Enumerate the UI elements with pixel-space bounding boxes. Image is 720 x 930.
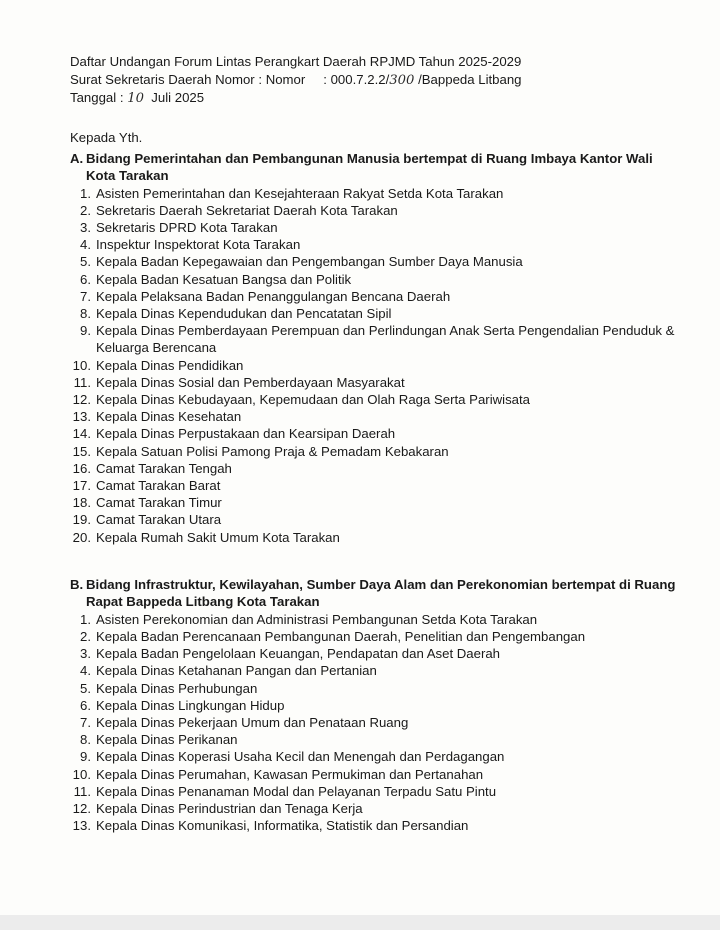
list-item-text: Sekretaris DPRD Kota Tarakan [96, 219, 278, 235]
list-item-text: Kepala Badan Perencanaan Pembangunan Daerah, Penelitian dan Pengembangan [96, 628, 586, 644]
list-item-number: 1. [80, 611, 91, 627]
list-item-number: 3. [80, 646, 91, 662]
list-item-text: Camat Tarakan Timur [96, 495, 222, 511]
section-a-title: Bidang Pemerintahan dan Pembangunan Manusia bertempat di Ruang Imbaya Kantor Wali Kota Tarakan [86, 150, 653, 183]
list-item [70, 662, 680, 679]
list-item-number: 18. [72, 495, 91, 511]
list-item [70, 477, 680, 494]
list-item-text: Kepala Badan Pengelolaan Keuangan, Pendapatan dan Aset Daerah [96, 646, 501, 662]
list-item [70, 460, 680, 477]
list-item [70, 253, 680, 270]
list-item [70, 236, 680, 253]
list-item-text: Kepala Dinas Perikanan [96, 732, 238, 748]
greeting: Kepada Yth. [70, 129, 143, 145]
letter-number-end: /Bappeda Litbang [414, 71, 522, 87]
list-item [70, 697, 680, 714]
list-item-number: 5. [80, 254, 91, 270]
list-item [70, 529, 680, 546]
list-item-number: 2. [80, 202, 91, 218]
list-item-number: 4. [80, 237, 91, 253]
list-item-text: Kepala Dinas Pemberdayaan Perempuan dan Perlindungan Anak Serta Pengendalian Penduduk & Keluarga Berencana [96, 323, 675, 356]
list-item-number: 6. [80, 271, 91, 287]
list-item-text: Kepala Dinas Koperasi Usaha Kecil dan Menengah dan Perdagangan [96, 749, 505, 765]
list-item-number: 13. [72, 409, 91, 425]
list-item-number: 5. [80, 680, 91, 696]
list-item-text: Kepala Badan Kesatuan Bangsa dan Politik [96, 271, 352, 287]
list-item-text: Camat Tarakan Tengah [96, 460, 232, 476]
list-item-number: 7. [80, 714, 91, 730]
list-item [70, 817, 680, 834]
list-item-number: 9. [80, 323, 91, 339]
date-prefix: Tanggal : [70, 90, 128, 105]
list-item [70, 800, 680, 817]
list-item-text: Kepala Dinas Perindustrian dan Tenaga Kerja [96, 801, 363, 816]
date-handwritten: 10 [127, 91, 144, 106]
list-item [70, 322, 680, 356]
list-item-text: Kepala Dinas Perpustakaan dan Kearsipan Daerah [96, 426, 396, 442]
list-item-number: 17. [72, 477, 91, 493]
list-item-text: Kepala Dinas Pendidikan [96, 357, 244, 373]
letter-number-prefix: Surat Sekretaris Daerah Nomor : Nomor [70, 71, 306, 87]
list-item [70, 305, 680, 322]
list-item-number: 14. [72, 426, 91, 442]
list-item-text: Camat Tarakan Barat [96, 477, 221, 493]
letter-number-line [70, 71, 680, 90]
list-item-number: 8. [80, 305, 91, 321]
list-item-number: 4. [80, 663, 91, 679]
section-b-letter: B. [70, 576, 84, 592]
list-item-text: Asisten Perekonomian dan Administrasi Pembangunan Setda Kota Tarakan [96, 611, 538, 627]
section-a-list [70, 185, 680, 546]
list-item-number: 20. [72, 529, 91, 545]
list-item [70, 645, 680, 662]
list-item-number: 12. [72, 801, 91, 816]
list-item-number: 15. [72, 443, 91, 459]
list-item-text: Kepala Dinas Penanaman Modal dan Pelayanan Terpadu Satu Pintu [96, 783, 497, 799]
list-item [70, 185, 680, 202]
list-item [70, 357, 680, 374]
section-a-heading [70, 150, 680, 184]
list-item [70, 271, 680, 288]
list-item [70, 714, 680, 731]
date-line [70, 89, 680, 108]
list-item-number: 13. [72, 818, 91, 834]
list-item-text: Kepala Dinas Kebudayaan, Kepemudaan dan Olah Raga Serta Pariwisata [96, 391, 531, 407]
list-item [70, 202, 680, 219]
list-item-number: 1. [80, 185, 91, 201]
list-item-number: 3. [80, 219, 91, 235]
list-item-number: 19. [72, 512, 91, 528]
list-item-text: Kepala Satuan Polisi Pamong Praja & Pemadam Kebakaran [96, 443, 449, 459]
list-item-text: Kepala Badan Kepegawaian dan Pengembangan Sumber Daya Manusia [96, 254, 523, 270]
list-item [70, 731, 680, 748]
letter-number-handwritten: 300 [389, 72, 415, 88]
list-item-number: 11. [73, 374, 91, 390]
list-item [70, 374, 680, 391]
list-item-number: 10. [72, 357, 91, 373]
list-item [70, 766, 680, 783]
list-item-text: Kepala Dinas Kesehatan [96, 409, 242, 425]
list-item-text: Kepala Dinas Komunikasi, Informatika, Statistik dan Persandian [96, 818, 469, 834]
list-item-number: 12. [72, 391, 91, 407]
list-item [70, 288, 680, 305]
list-item [70, 408, 680, 425]
page-bottom-margin [0, 915, 720, 930]
list-item-number: 10. [72, 766, 91, 782]
list-item [70, 628, 680, 645]
list-item-text: Camat Tarakan Utara [96, 512, 222, 528]
list-item [70, 783, 680, 800]
section-b-heading [70, 576, 680, 610]
list-item [70, 680, 680, 697]
list-item-number: 11. [73, 783, 91, 799]
list-item-text: Kepala Dinas Lingkungan Hidup [96, 697, 285, 713]
list-item [70, 748, 680, 765]
list-item-number: 16. [72, 460, 91, 476]
letter-number-start: : 000.7.2.2/ [323, 71, 390, 87]
list-item-text: Kepala Dinas Sosial dan Pemberdayaan Masyarakat [96, 374, 405, 390]
list-item-text: Kepala Pelaksana Badan Penanggulangan Bencana Daerah [96, 288, 451, 304]
list-item-text: Inspektur Inspektorat Kota Tarakan [96, 237, 301, 253]
list-item-number: 6. [80, 697, 91, 713]
list-item-text: Kepala Dinas Perhubungan [96, 680, 258, 696]
section-b-title: Bidang Infrastruktur, Kewilayahan, Sumber Daya Alam dan Perekonomian bertempat di Ruang Rapat Bappeda Litbang Kota Tarakan [86, 576, 676, 609]
list-item [70, 611, 680, 628]
list-item [70, 494, 680, 511]
list-item-text: Kepala Dinas Perumahan, Kawasan Permukiman dan Pertanahan [96, 766, 484, 782]
section-a-letter: A. [70, 150, 84, 166]
list-item-text: Asisten Pemerintahan dan Kesejahteraan Rakyat Setda Kota Tarakan [96, 185, 504, 201]
list-item [70, 511, 680, 528]
list-item-text: Kepala Dinas Pekerjaan Umum dan Penataan Ruang [96, 714, 409, 730]
document-title: Daftar Undangan Forum Lintas Perangkart Daerah RPJMD Tahun 2025-2029 [70, 54, 522, 69]
list-item-number: 2. [80, 628, 91, 644]
list-item [70, 219, 680, 236]
list-item-text: Kepala Dinas Kependudukan dan Pencatatan Sipil [96, 305, 392, 321]
list-item-number: 7. [80, 288, 91, 304]
date-suffix: Juli 2025 [143, 90, 205, 105]
section-b-list [70, 611, 680, 835]
list-item [70, 391, 680, 408]
list-item-number: 9. [80, 749, 91, 765]
list-item-text: Sekretaris Daerah Sekretariat Daerah Kota Tarakan [96, 202, 398, 218]
list-item-number: 8. [80, 732, 91, 748]
list-item-text: Kepala Dinas Ketahanan Pangan dan Pertanian [96, 663, 377, 679]
list-item [70, 443, 680, 460]
list-item-text: Kepala Rumah Sakit Umum Kota Tarakan [96, 529, 340, 545]
list-item [70, 425, 680, 442]
